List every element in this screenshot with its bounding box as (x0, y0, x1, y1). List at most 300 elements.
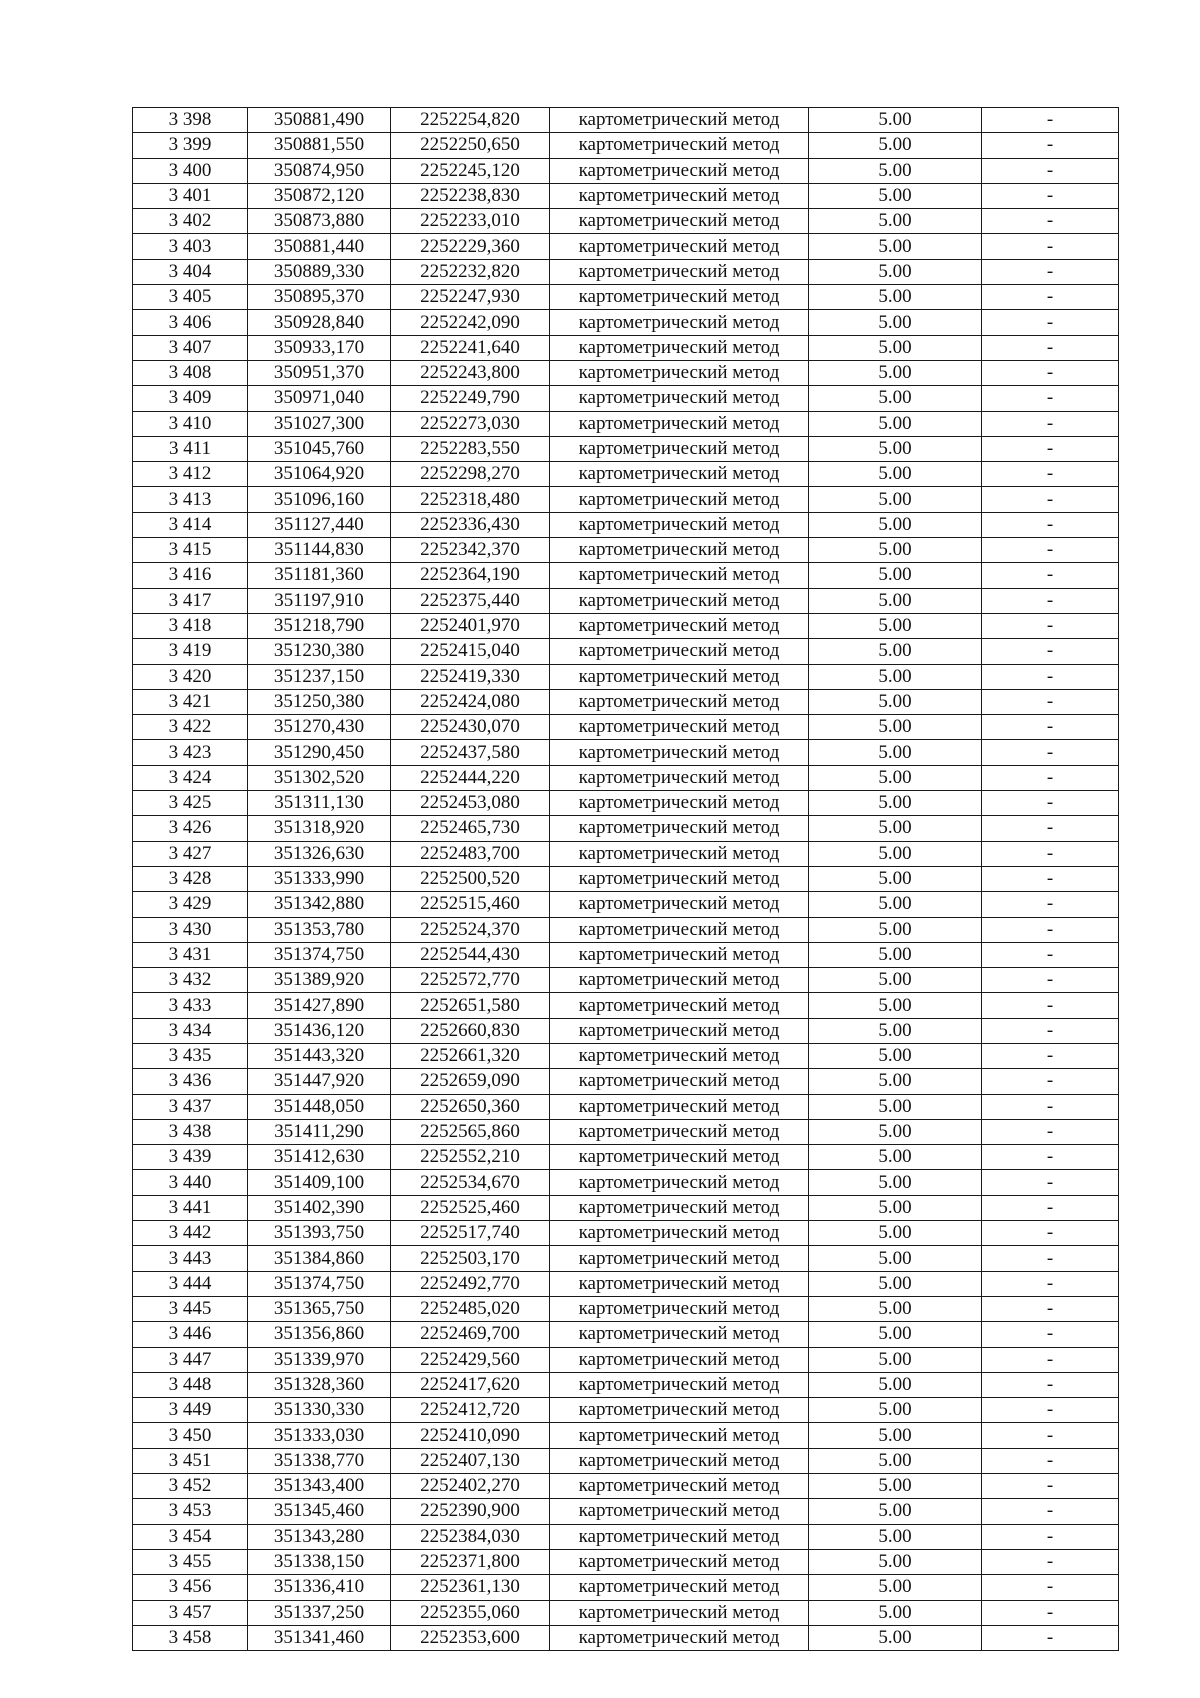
table-row (133, 1474, 1119, 1499)
accuracy-cell: 5.00 (809, 968, 982, 993)
table-row (133, 1145, 1119, 1170)
accuracy-cell: 5.00 (809, 538, 982, 563)
y-coordinate-cell: 2252342,370 (391, 538, 550, 563)
y-coordinate-cell: 2252298,270 (391, 462, 550, 487)
accuracy-cell: 5.00 (809, 664, 982, 689)
x-coordinate-cell: 351393,750 (248, 1221, 391, 1246)
table-row (133, 411, 1119, 436)
accuracy-cell: 5.00 (809, 1170, 982, 1195)
x-coordinate-cell: 351447,920 (248, 1069, 391, 1094)
accuracy-cell: 5.00 (809, 563, 982, 588)
table-row (133, 386, 1119, 411)
accuracy-cell: 5.00 (809, 209, 982, 234)
x-coordinate-cell: 350889,330 (248, 259, 391, 284)
method-cell: картометрический метод (550, 512, 809, 537)
point-number-cell: 3 438 (133, 1119, 248, 1144)
point-number-cell: 3 447 (133, 1347, 248, 1372)
description-cell: - (982, 563, 1119, 588)
y-coordinate-cell: 2252503,170 (391, 1246, 550, 1271)
description-cell: - (982, 1195, 1119, 1220)
point-number-cell: 3 399 (133, 133, 248, 158)
x-coordinate-cell: 351436,120 (248, 1018, 391, 1043)
point-number-cell: 3 407 (133, 335, 248, 360)
description-cell: - (982, 360, 1119, 385)
accuracy-cell: 5.00 (809, 917, 982, 942)
method-cell: картометрический метод (550, 386, 809, 411)
y-coordinate-cell: 2252517,740 (391, 1221, 550, 1246)
y-coordinate-cell: 2252318,480 (391, 487, 550, 512)
x-coordinate-cell: 350872,120 (248, 183, 391, 208)
point-number-cell: 3 401 (133, 183, 248, 208)
point-number-cell: 3 432 (133, 968, 248, 993)
accuracy-cell: 5.00 (809, 689, 982, 714)
method-cell: картометрический метод (550, 487, 809, 512)
method-cell: картометрический метод (550, 1221, 809, 1246)
method-cell: картометрический метод (550, 1069, 809, 1094)
method-cell: картометрический метод (550, 108, 809, 133)
table-row (133, 1575, 1119, 1600)
table-row (133, 1069, 1119, 1094)
method-cell: картометрический метод (550, 411, 809, 436)
accuracy-cell: 5.00 (809, 1043, 982, 1068)
point-number-cell: 3 430 (133, 917, 248, 942)
description-cell: - (982, 1145, 1119, 1170)
x-coordinate-cell: 351389,920 (248, 968, 391, 993)
x-coordinate-cell: 351402,390 (248, 1195, 391, 1220)
accuracy-cell: 5.00 (809, 993, 982, 1018)
accuracy-cell: 5.00 (809, 588, 982, 613)
y-coordinate-cell: 2252371,800 (391, 1549, 550, 1574)
y-coordinate-cell: 2252453,080 (391, 791, 550, 816)
y-coordinate-cell: 2252524,370 (391, 917, 550, 942)
method-cell: картометрический метод (550, 993, 809, 1018)
point-number-cell: 3 405 (133, 285, 248, 310)
description-cell: - (982, 386, 1119, 411)
method-cell: картометрический метод (550, 715, 809, 740)
accuracy-cell: 5.00 (809, 1372, 982, 1397)
x-coordinate-cell: 351342,880 (248, 892, 391, 917)
x-coordinate-cell: 351218,790 (248, 613, 391, 638)
x-coordinate-cell: 351330,330 (248, 1398, 391, 1423)
x-coordinate-cell: 351337,250 (248, 1600, 391, 1625)
table-row (133, 588, 1119, 613)
description-cell: - (982, 512, 1119, 537)
y-coordinate-cell: 2252525,460 (391, 1195, 550, 1220)
x-coordinate-cell: 350881,550 (248, 133, 391, 158)
description-cell: - (982, 1170, 1119, 1195)
x-coordinate-cell: 351356,860 (248, 1322, 391, 1347)
accuracy-cell: 5.00 (809, 1246, 982, 1271)
y-coordinate-cell: 2252437,580 (391, 740, 550, 765)
point-number-cell: 3 425 (133, 791, 248, 816)
method-cell: картометрический метод (550, 613, 809, 638)
description-cell: - (982, 108, 1119, 133)
x-coordinate-cell: 351409,100 (248, 1170, 391, 1195)
x-coordinate-cell: 351339,970 (248, 1347, 391, 1372)
accuracy-cell: 5.00 (809, 1448, 982, 1473)
accuracy-cell: 5.00 (809, 1221, 982, 1246)
method-cell: картометрический метод (550, 791, 809, 816)
x-coordinate-cell: 351096,160 (248, 487, 391, 512)
accuracy-cell: 5.00 (809, 1145, 982, 1170)
point-number-cell: 3 439 (133, 1145, 248, 1170)
point-number-cell: 3 452 (133, 1474, 248, 1499)
point-number-cell: 3 417 (133, 588, 248, 613)
y-coordinate-cell: 2252242,090 (391, 310, 550, 335)
accuracy-cell: 5.00 (809, 1625, 982, 1650)
table-row (133, 740, 1119, 765)
accuracy-cell: 5.00 (809, 1499, 982, 1524)
description-cell: - (982, 538, 1119, 563)
table-row (133, 765, 1119, 790)
table-row (133, 1195, 1119, 1220)
x-coordinate-cell: 351353,780 (248, 917, 391, 942)
table-row (133, 866, 1119, 891)
method-cell: картометрический метод (550, 1423, 809, 1448)
accuracy-cell: 5.00 (809, 740, 982, 765)
method-cell: картометрический метод (550, 158, 809, 183)
description-cell: - (982, 1575, 1119, 1600)
y-coordinate-cell: 2252415,040 (391, 639, 550, 664)
description-cell: - (982, 1069, 1119, 1094)
point-number-cell: 3 421 (133, 689, 248, 714)
y-coordinate-cell: 2252243,800 (391, 360, 550, 385)
point-number-cell: 3 435 (133, 1043, 248, 1068)
y-coordinate-cell: 2252465,730 (391, 816, 550, 841)
point-number-cell: 3 412 (133, 462, 248, 487)
table-row (133, 538, 1119, 563)
table-row (133, 108, 1119, 133)
accuracy-cell: 5.00 (809, 1549, 982, 1574)
point-number-cell: 3 441 (133, 1195, 248, 1220)
table-row (133, 1347, 1119, 1372)
table-row (133, 1170, 1119, 1195)
x-coordinate-cell: 351411,290 (248, 1119, 391, 1144)
table-row (133, 664, 1119, 689)
table-row (133, 1221, 1119, 1246)
table-row (133, 234, 1119, 259)
description-cell: - (982, 1094, 1119, 1119)
method-cell: картометрический метод (550, 436, 809, 461)
point-number-cell: 3 420 (133, 664, 248, 689)
table-row (133, 209, 1119, 234)
point-number-cell: 3 418 (133, 613, 248, 638)
x-coordinate-cell: 351181,360 (248, 563, 391, 588)
description-cell: - (982, 234, 1119, 259)
description-cell: - (982, 183, 1119, 208)
description-cell: - (982, 993, 1119, 1018)
y-coordinate-cell: 2252407,130 (391, 1448, 550, 1473)
description-cell: - (982, 259, 1119, 284)
method-cell: картометрический метод (550, 360, 809, 385)
point-number-cell: 3 426 (133, 816, 248, 841)
x-coordinate-cell: 350881,440 (248, 234, 391, 259)
point-number-cell: 3 411 (133, 436, 248, 461)
table-row (133, 1524, 1119, 1549)
description-cell: - (982, 1018, 1119, 1043)
table-row (133, 1600, 1119, 1625)
table-row (133, 1018, 1119, 1043)
point-number-cell: 3 408 (133, 360, 248, 385)
table-row (133, 639, 1119, 664)
table-row (133, 1448, 1119, 1473)
x-coordinate-cell: 351338,150 (248, 1549, 391, 1574)
table-row (133, 310, 1119, 335)
method-cell: картометрический метод (550, 1145, 809, 1170)
method-cell: картометрический метод (550, 1246, 809, 1271)
method-cell: картометрический метод (550, 133, 809, 158)
y-coordinate-cell: 2252245,120 (391, 158, 550, 183)
y-coordinate-cell: 2252233,010 (391, 209, 550, 234)
method-cell: картометрический метод (550, 689, 809, 714)
x-coordinate-cell: 351318,920 (248, 816, 391, 841)
y-coordinate-cell: 2252361,130 (391, 1575, 550, 1600)
accuracy-cell: 5.00 (809, 942, 982, 967)
description-cell: - (982, 1119, 1119, 1144)
point-number-cell: 3 398 (133, 108, 248, 133)
point-number-cell: 3 400 (133, 158, 248, 183)
point-number-cell: 3 409 (133, 386, 248, 411)
point-number-cell: 3 440 (133, 1170, 248, 1195)
point-number-cell: 3 414 (133, 512, 248, 537)
x-coordinate-cell: 351326,630 (248, 841, 391, 866)
method-cell: картометрический метод (550, 968, 809, 993)
table-row (133, 1043, 1119, 1068)
accuracy-cell: 5.00 (809, 1094, 982, 1119)
y-coordinate-cell: 2252353,600 (391, 1625, 550, 1650)
y-coordinate-cell: 2252650,360 (391, 1094, 550, 1119)
y-coordinate-cell: 2252429,560 (391, 1347, 550, 1372)
accuracy-cell: 5.00 (809, 133, 982, 158)
point-number-cell: 3 457 (133, 1600, 248, 1625)
accuracy-cell: 5.00 (809, 183, 982, 208)
accuracy-cell: 5.00 (809, 335, 982, 360)
x-coordinate-cell: 351427,890 (248, 993, 391, 1018)
table-row (133, 1246, 1119, 1271)
accuracy-cell: 5.00 (809, 285, 982, 310)
table-row (133, 133, 1119, 158)
y-coordinate-cell: 2252232,820 (391, 259, 550, 284)
point-number-cell: 3 431 (133, 942, 248, 967)
point-number-cell: 3 402 (133, 209, 248, 234)
x-coordinate-cell: 350933,170 (248, 335, 391, 360)
x-coordinate-cell: 351345,460 (248, 1499, 391, 1524)
x-coordinate-cell: 351311,130 (248, 791, 391, 816)
point-number-cell: 3 413 (133, 487, 248, 512)
x-coordinate-cell: 351365,750 (248, 1296, 391, 1321)
x-coordinate-cell: 351343,280 (248, 1524, 391, 1549)
y-coordinate-cell: 2252544,430 (391, 942, 550, 967)
point-number-cell: 3 449 (133, 1398, 248, 1423)
y-coordinate-cell: 2252410,090 (391, 1423, 550, 1448)
accuracy-cell: 5.00 (809, 1398, 982, 1423)
method-cell: картометрический метод (550, 1524, 809, 1549)
accuracy-cell: 5.00 (809, 310, 982, 335)
x-coordinate-cell: 351250,380 (248, 689, 391, 714)
table-row (133, 1322, 1119, 1347)
accuracy-cell: 5.00 (809, 1524, 982, 1549)
y-coordinate-cell: 2252283,550 (391, 436, 550, 461)
method-cell: картометрический метод (550, 563, 809, 588)
x-coordinate-cell: 351338,770 (248, 1448, 391, 1473)
x-coordinate-cell: 351374,750 (248, 942, 391, 967)
method-cell: картометрический метод (550, 740, 809, 765)
table-row (133, 335, 1119, 360)
y-coordinate-cell: 2252660,830 (391, 1018, 550, 1043)
accuracy-cell: 5.00 (809, 1322, 982, 1347)
y-coordinate-cell: 2252661,320 (391, 1043, 550, 1068)
table-row (133, 1296, 1119, 1321)
y-coordinate-cell: 2252250,650 (391, 133, 550, 158)
x-coordinate-cell: 351230,380 (248, 639, 391, 664)
point-number-cell: 3 428 (133, 866, 248, 891)
point-number-cell: 3 448 (133, 1372, 248, 1397)
table-row (133, 791, 1119, 816)
description-cell: - (982, 487, 1119, 512)
x-coordinate-cell: 351343,400 (248, 1474, 391, 1499)
description-cell: - (982, 917, 1119, 942)
accuracy-cell: 5.00 (809, 1195, 982, 1220)
method-cell: картометрический метод (550, 816, 809, 841)
description-cell: - (982, 1423, 1119, 1448)
point-number-cell: 3 456 (133, 1575, 248, 1600)
x-coordinate-cell: 351384,860 (248, 1246, 391, 1271)
table-row (133, 285, 1119, 310)
method-cell: картометрический метод (550, 1195, 809, 1220)
point-number-cell: 3 419 (133, 639, 248, 664)
point-number-cell: 3 424 (133, 765, 248, 790)
table-row (133, 993, 1119, 1018)
y-coordinate-cell: 2252500,520 (391, 866, 550, 891)
y-coordinate-cell: 2252565,860 (391, 1119, 550, 1144)
accuracy-cell: 5.00 (809, 360, 982, 385)
point-number-cell: 3 443 (133, 1246, 248, 1271)
y-coordinate-cell: 2252364,190 (391, 563, 550, 588)
description-cell: - (982, 613, 1119, 638)
description-cell: - (982, 1625, 1119, 1650)
description-cell: - (982, 866, 1119, 891)
x-coordinate-cell: 350895,370 (248, 285, 391, 310)
x-coordinate-cell: 351270,430 (248, 715, 391, 740)
x-coordinate-cell: 351341,460 (248, 1625, 391, 1650)
description-cell: - (982, 1271, 1119, 1296)
point-number-cell: 3 445 (133, 1296, 248, 1321)
method-cell: картометрический метод (550, 942, 809, 967)
description-cell: - (982, 942, 1119, 967)
accuracy-cell: 5.00 (809, 1119, 982, 1144)
y-coordinate-cell: 2252444,220 (391, 765, 550, 790)
description-cell: - (982, 715, 1119, 740)
y-coordinate-cell: 2252659,090 (391, 1069, 550, 1094)
table-row (133, 487, 1119, 512)
accuracy-cell: 5.00 (809, 234, 982, 259)
accuracy-cell: 5.00 (809, 259, 982, 284)
table-row (133, 942, 1119, 967)
accuracy-cell: 5.00 (809, 108, 982, 133)
method-cell: картометрический метод (550, 1575, 809, 1600)
x-coordinate-cell: 351443,320 (248, 1043, 391, 1068)
table-row (133, 259, 1119, 284)
accuracy-cell: 5.00 (809, 487, 982, 512)
table-row (133, 1499, 1119, 1524)
point-number-cell: 3 416 (133, 563, 248, 588)
accuracy-cell: 5.00 (809, 1474, 982, 1499)
point-number-cell: 3 450 (133, 1423, 248, 1448)
method-cell: картометрический метод (550, 1448, 809, 1473)
method-cell: картометрический метод (550, 1499, 809, 1524)
description-cell: - (982, 1549, 1119, 1574)
table-row (133, 1549, 1119, 1574)
table-row (133, 158, 1119, 183)
table-row (133, 968, 1119, 993)
y-coordinate-cell: 2252534,670 (391, 1170, 550, 1195)
accuracy-cell: 5.00 (809, 1423, 982, 1448)
x-coordinate-cell: 351197,910 (248, 588, 391, 613)
y-coordinate-cell: 2252424,080 (391, 689, 550, 714)
x-coordinate-cell: 351448,050 (248, 1094, 391, 1119)
description-cell: - (982, 1448, 1119, 1473)
method-cell: картометрический метод (550, 1347, 809, 1372)
y-coordinate-cell: 2252552,210 (391, 1145, 550, 1170)
x-coordinate-cell: 351290,450 (248, 740, 391, 765)
description-cell: - (982, 1322, 1119, 1347)
point-number-cell: 3 429 (133, 892, 248, 917)
table-row (133, 715, 1119, 740)
y-coordinate-cell: 2252485,020 (391, 1296, 550, 1321)
description-cell: - (982, 310, 1119, 335)
x-coordinate-cell: 351374,750 (248, 1271, 391, 1296)
point-number-cell: 3 423 (133, 740, 248, 765)
method-cell: картометрический метод (550, 1625, 809, 1650)
table-row (133, 1119, 1119, 1144)
method-cell: картометрический метод (550, 1600, 809, 1625)
y-coordinate-cell: 2252249,790 (391, 386, 550, 411)
accuracy-cell: 5.00 (809, 892, 982, 917)
x-coordinate-cell: 351302,520 (248, 765, 391, 790)
description-cell: - (982, 1474, 1119, 1499)
table-row (133, 360, 1119, 385)
table-row (133, 1271, 1119, 1296)
y-coordinate-cell: 2252254,820 (391, 108, 550, 133)
point-number-cell: 3 436 (133, 1069, 248, 1094)
method-cell: картометрический метод (550, 1296, 809, 1321)
accuracy-cell: 5.00 (809, 1069, 982, 1094)
x-coordinate-cell: 351336,410 (248, 1575, 391, 1600)
method-cell: картометрический метод (550, 1322, 809, 1347)
method-cell: картометрический метод (550, 259, 809, 284)
accuracy-cell: 5.00 (809, 1575, 982, 1600)
method-cell: картометрический метод (550, 209, 809, 234)
y-coordinate-cell: 2252273,030 (391, 411, 550, 436)
method-cell: картометрический метод (550, 917, 809, 942)
description-cell: - (982, 791, 1119, 816)
point-number-cell: 3 422 (133, 715, 248, 740)
description-cell: - (982, 740, 1119, 765)
y-coordinate-cell: 2252247,930 (391, 285, 550, 310)
x-coordinate-cell: 350971,040 (248, 386, 391, 411)
description-cell: - (982, 411, 1119, 436)
accuracy-cell: 5.00 (809, 816, 982, 841)
method-cell: картометрический метод (550, 639, 809, 664)
y-coordinate-cell: 2252336,430 (391, 512, 550, 537)
method-cell: картометрический метод (550, 1549, 809, 1574)
table-row (133, 917, 1119, 942)
coordinates-table (132, 107, 1119, 1651)
point-number-cell: 3 410 (133, 411, 248, 436)
table-row (133, 1372, 1119, 1397)
method-cell: картометрический метод (550, 765, 809, 790)
description-cell: - (982, 1372, 1119, 1397)
